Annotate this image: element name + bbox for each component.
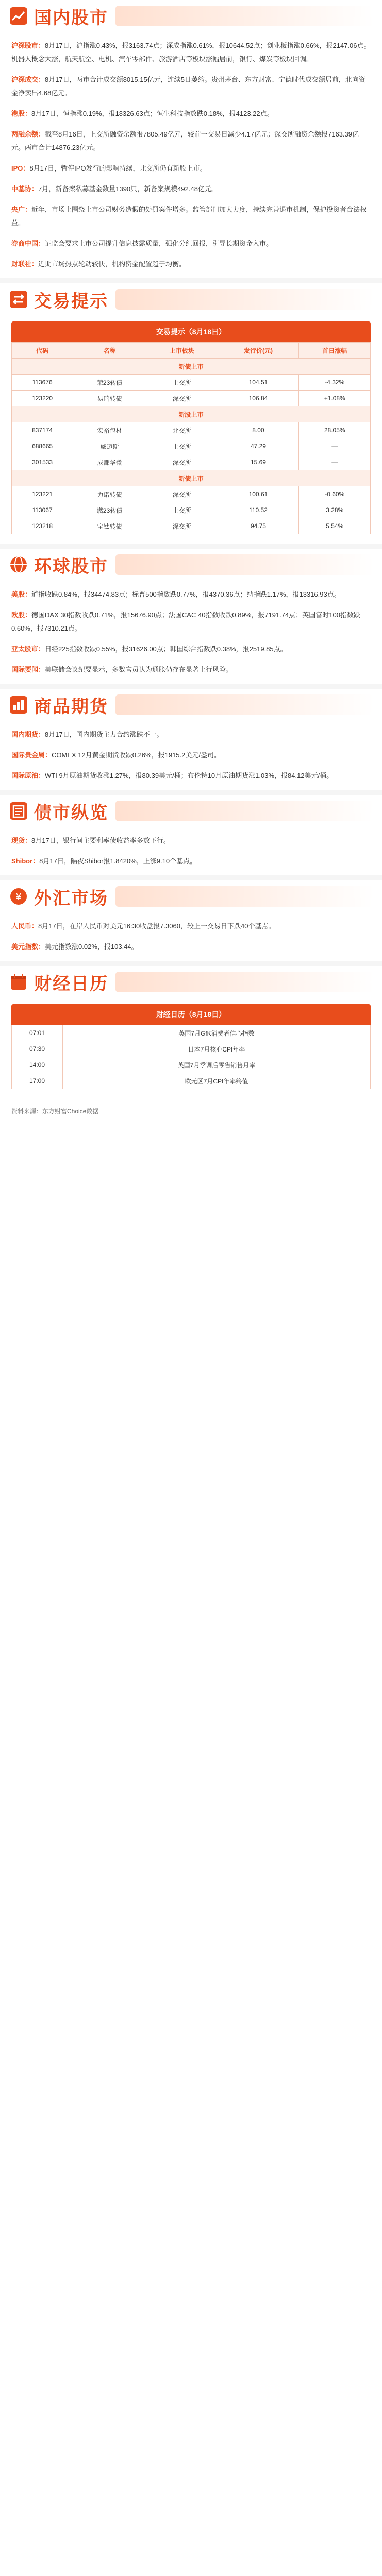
table-cell: 123220 [12,391,73,406]
paragraph-label: 国际要闻： [11,666,45,673]
trading-table [11,321,371,534]
paragraph [11,920,371,933]
paragraph [11,855,371,868]
exchange-icon [8,289,29,310]
section-stocks [0,0,382,278]
table-cell: 100.61 [218,486,299,502]
table-cell: 威迈斯 [73,438,146,454]
table-cell: 日本7月核心CPI年率 [63,1041,371,1057]
section-title: 交易提示 [34,291,108,311]
table-row [12,518,371,534]
table-cell: 宝钛转债 [73,518,146,534]
paragraph-label: 国际贵金属： [11,751,52,759]
table-row [12,422,371,438]
table-row [12,1041,371,1057]
paragraph-label: 两融余额： [11,130,45,138]
paragraph [11,39,371,66]
paragraph [11,162,371,175]
paragraph [11,769,371,783]
paragraph-text: 8月17日，沪指涨0.43%，报3163.74点；深成指涨0.61%，报10644.52点；创业板指涨0.66%，报2147.06点。机器人概念大涨，航天航空、电机、汽车零部件、旅游酒店等板块涨幅居前，银行、煤炭等板块回调。 [11,42,371,63]
section-bond [0,795,382,875]
paragraph-text: 美联储会议纪要显示，多数官员认为通胀仍存在显著上行风险。 [45,666,233,673]
table-header: 名称 [73,343,146,359]
table-row [12,454,371,470]
table-cell: 110.52 [218,502,299,518]
table-cell: 17:00 [12,1073,63,1089]
table-title: 财经日历（8月18日） [11,1004,371,1025]
section-title: 环球股市 [34,556,108,577]
table-cell: +1.08% [299,391,371,406]
section-title: 商品期货 [34,697,108,717]
paragraph-label: 央广： [11,206,32,213]
paragraph [11,834,371,848]
table-cell: 深交所 [146,518,218,534]
table-cell: 47.29 [218,438,299,454]
paragraph [11,107,371,121]
table-row [12,486,371,502]
paragraph-text: 近年，市场上围绕上市公司财务造假的处罚案件增多。监管部门加大力度，持续完善退市机制，保护投资者合法权益。 [11,206,367,227]
calendar-table [11,1004,371,1089]
table-cell: -4.32% [299,375,371,391]
footer-source: 资料来源：东方财富Choice数据 [11,1108,99,1115]
table-cell: 07:01 [12,1025,63,1041]
section-body [0,588,382,676]
table-header: 首日涨幅 [299,343,371,359]
table-header: 上市板块 [146,343,218,359]
paragraph-text: 8月17日，国内期货主力合约涨跌不一。 [45,731,163,738]
table-group-label: 新股上市 [12,406,371,422]
section-global [0,549,382,684]
paragraph-label: IPO： [11,164,30,172]
table-header: 代码 [12,343,73,359]
table-cell: 英国7月季调后零售销售月率 [63,1057,371,1073]
paragraph-text: COMEX 12月黄金期货收跌0.26%，报1915.2美元/盎司。 [52,751,221,759]
paragraph-label: 欧股： [11,611,32,619]
paragraph [11,258,371,271]
table-cell: 28.05% [299,422,371,438]
paragraph-text: 道指收跌0.84%，报34474.83点；标普500指数跌0.77%，报4370.36点；纳指跌1.17%，报13316.93点。 [31,590,341,598]
table-cell: 07:30 [12,1041,63,1057]
section-body [0,920,382,954]
commodity-icon [8,694,29,715]
paragraph-label: 中基协： [11,185,39,193]
table-cell: 力诺转债 [73,486,146,502]
table-cell: -0.60% [299,486,371,502]
table-cell: 深交所 [146,486,218,502]
paragraph-text: 日经225指数收跌0.55%，报31626.00点；韩国综合指数跌0.38%，报2519.85点。 [45,645,287,653]
paragraph-text: 证监会要求上市公司提升信息披露质量，强化分红回报，引导长期资金入市。 [45,240,273,247]
paragraph [11,663,371,676]
paragraph [11,642,371,656]
globe-icon [8,554,29,575]
table [11,1025,371,1089]
section-body [0,834,382,868]
paragraph-label: 国际原油： [11,772,45,779]
table-row [12,391,371,406]
table-cell: 15.69 [218,454,299,470]
table-cell: 104.51 [218,375,299,391]
table-title: 交易提示（8月18日） [11,321,371,342]
table-row [12,375,371,391]
table-cell: 3.28% [299,502,371,518]
table-cell: 深交所 [146,454,218,470]
section-commodity [0,689,382,790]
table-cell: 燃23转债 [73,502,146,518]
section-header [0,0,382,32]
paragraph [11,182,371,196]
bond-icon [8,801,29,821]
section-title: 国内股市 [34,8,108,28]
section-body [0,728,382,783]
table-cell: 837174 [12,422,73,438]
table-cell: 易瑞转债 [73,391,146,406]
table-cell: 113676 [12,375,73,391]
section-header [0,880,382,912]
table-row [12,1025,371,1041]
svg-text:¥: ¥ [15,891,22,903]
table-group-label: 新债上市 [12,359,371,375]
section-title: 财经日历 [34,974,108,994]
table-cell: 123221 [12,486,73,502]
table-cell: 英国7月GfK消费者信心指数 [63,1025,371,1041]
section-title: 外汇市场 [34,888,108,908]
paragraph [11,608,371,635]
paragraph-text: 8月17日，在岸人民币对美元16:30收盘报7.3060，较上一交易日下跌40个基点。 [38,922,275,930]
paragraph-label: 港股： [11,110,32,117]
paragraph-text: 8月17日，恒指涨0.19%，报18326.63点；恒生科技指数跌0.18%，报4123.22点。 [31,110,274,117]
paragraph-label: 美股： [11,590,32,598]
table-cell: — [299,454,371,470]
table-cell: 113067 [12,502,73,518]
table-cell: 深交所 [146,391,218,406]
section-header [0,966,382,998]
paragraph [11,749,371,762]
paragraph-text: 德国DAX 30指数收跌0.71%，报15676.90点；法国CAC 40指数收跌0.89%，报7191.74点；英国富时100指数跌0.60%，报7310.21点。 [11,611,360,632]
paragraph-text: 8月17日，隔夜Shibor报1.8420%，上涨9.10个基点。 [39,857,197,865]
paragraph-label: 亚太股市： [11,645,45,653]
paragraph-text: 8月17日，暂停IPO发行的影响持续，北交所仍有新股上市。 [29,164,207,172]
section-title: 债市纵览 [34,803,108,823]
paragraph [11,728,371,741]
table-row [12,438,371,454]
table-row [12,1057,371,1073]
table-cell: 成都华微 [73,454,146,470]
paragraph-label: 券商中国： [11,240,45,247]
table-group-label: 新债上市 [12,470,371,486]
table-cell: 上交所 [146,438,218,454]
table-cell: 106.84 [218,391,299,406]
paragraph-text: 8月17日，两市合计成交额8015.15亿元，连续5日萎缩。贵州茅台、东方财富、宁德时代成交额居前，北向资金净卖出4.68亿元。 [11,76,366,97]
paragraph-label: 沪深成交： [11,76,45,83]
paragraph [11,73,371,100]
calendar-icon [8,972,29,992]
paragraph-text: 近期市场热点轮动较快，机构资金配置趋于均衡。 [38,260,186,268]
table-row [12,502,371,518]
table-cell: 上交所 [146,375,218,391]
table-cell: 北交所 [146,422,218,438]
section-fx [0,880,382,961]
paragraph [11,237,371,250]
paragraph-text: WTI 9月原油期货收涨1.27%，报80.39美元/桶；布伦特10月原油期货涨1.03%，报84.12美元/桶。 [45,772,334,779]
paragraph-label: 人民币： [11,922,39,930]
table-cell: 欧元区7月CPI年率终值 [63,1073,371,1089]
paragraph-text: 7月，新备案私募基金数量1390只，新备案规模492.48亿元。 [38,185,218,193]
paragraph-text: 8月17日，银行间主要利率债收益率多数下行。 [31,837,170,844]
currency-icon [8,886,29,907]
table-header: 发行价(元) [218,343,299,359]
table-cell: 301533 [12,454,73,470]
table-cell: 荣23转债 [73,375,146,391]
table-cell: — [299,438,371,454]
table-cell: 宏裕包材 [73,422,146,438]
table-cell: 上交所 [146,502,218,518]
table-cell: 14:00 [12,1057,63,1073]
section-header [0,795,382,827]
paragraph-text: 截至8月16日，上交所融资余额报7805.49亿元，较前一交易日减少4.17亿元；深交所融资余额报7163.39亿元。两市合计14876.23亿元。 [11,130,359,151]
section-header [0,283,382,315]
section-body [0,39,382,271]
table [11,342,371,534]
paragraph-label: 现货： [11,837,32,844]
paragraph [11,940,371,954]
paragraph-label: 国内期货： [11,731,45,738]
paragraph [11,128,371,155]
section-trading [0,283,382,544]
paragraph-text: 美元指数涨0.02%，报103.44。 [45,943,138,951]
section-header [0,689,382,721]
table-row [12,1073,371,1089]
section-calendar [0,966,382,1098]
section-header [0,549,382,581]
stock-icon [8,6,29,26]
table-cell: 94.75 [218,518,299,534]
table-cell: 5.54% [299,518,371,534]
table-cell: 123218 [12,518,73,534]
table-cell: 8.00 [218,422,299,438]
paragraph-label: 财联社： [11,260,39,268]
paragraph [11,203,371,230]
paragraph-label: Shibor： [11,857,40,865]
paragraph-label: 美元指数： [11,943,45,951]
paragraph-label: 沪深股市： [11,42,45,49]
table-cell: 688665 [12,438,73,454]
paragraph [11,588,371,601]
